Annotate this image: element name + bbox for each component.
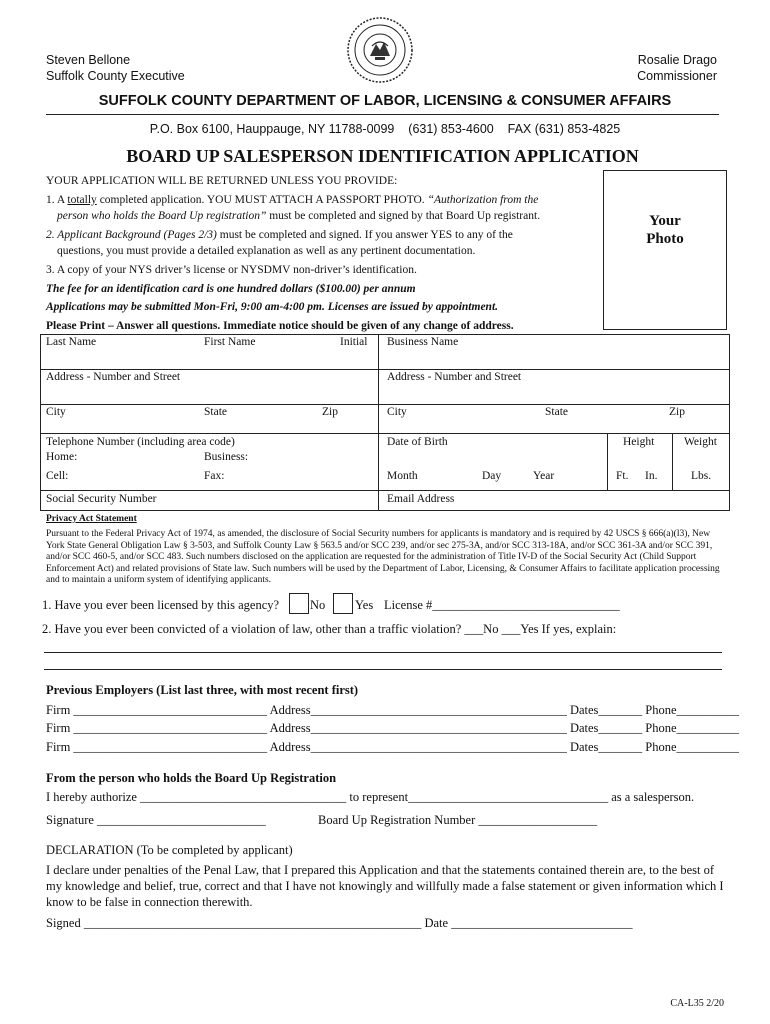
employer-row[interactable]: Firm _______________________________ Address_________________________________________ Dates_______ Phone__________: [46, 740, 740, 754]
instruction-3: 3. A copy of your NYS driver’s license or NYSDMV non-driver’s identification.: [46, 264, 417, 276]
department-address: P.O. Box 6100, Hauppauge, NY 11788-0099 (631) 853-4600 FAX (631) 853-4825: [149, 122, 621, 136]
applicant-signature-field[interactable]: Signed ______________________________________________________ Date _____________________________: [46, 916, 633, 930]
form-code: CA-L35 2/20: [670, 998, 724, 1009]
instruction-1-cont: person who holds the Board Up registration” must be completed and signed by that Board Up registrant.: [57, 210, 541, 222]
declaration-heading: DECLARATION (To be completed by applicant): [46, 843, 293, 857]
height-field[interactable]: Height Ft. In.: [607, 433, 673, 491]
authorization-heading: From the person who holds the Board Up Registration: [46, 771, 337, 785]
instruction-1: 1. A totally completed application. YOU MUST ATTACH A PASSPORT PHOTO. “Authorization from the: [46, 194, 539, 206]
schedule-note: Applications may be submitted Mon-Fri, 9:00 am-4:00 pm. Licenses are issued by appointment.: [46, 301, 499, 313]
business-name-field[interactable]: Business Name: [378, 334, 730, 370]
employers-heading: Previous Employers (List last three, with most recent first): [46, 683, 359, 697]
licensed-no-checkbox[interactable]: [289, 593, 309, 614]
registrant-signature-field[interactable]: Signature ___________________________: [46, 813, 266, 827]
photo-label-2: Photo: [646, 231, 684, 247]
explain-line-1[interactable]: [44, 652, 722, 653]
explain-line-2[interactable]: [44, 669, 722, 670]
licensed-yes-checkbox[interactable]: [333, 593, 353, 614]
licensed-yes-label: Yes: [355, 598, 374, 612]
photo-label: Your: [649, 213, 681, 229]
print-note: Please Print – Answer all questions. Immediate notice should be given of any change of address.: [46, 320, 514, 332]
county-seal-icon: [346, 16, 414, 84]
employer-row[interactable]: Firm _______________________________ Address_________________________________________ Dates_______ Phone__________: [46, 721, 740, 735]
header-divider: [46, 114, 719, 115]
home-city-state-zip-field[interactable]: City State Zip: [40, 404, 379, 434]
authorization-line[interactable]: I hereby authorize _________________________________ to represent________________________________ as a salesperson.: [46, 790, 695, 804]
form-title: BOARD UP SALESPERSON IDENTIFICATION APPLICATION: [126, 146, 639, 166]
licensed-no-label: No: [310, 598, 326, 612]
instructions-heading: YOUR APPLICATION WILL BE RETURNED UNLESS YOU PROVIDE:: [46, 175, 398, 187]
privacy-body: Pursuant to the Federal Privacy Act of 1974, as amended, the disclosure of Social Security numbers for applicants is mandatory and is required by 42 USCS § 666(a)(l3), New York State General Obligation Law § 3-503, and Suffolk County Law § 563.5 and/or SCC 239, and/or sec 275-3A, and/or SCC 313-18A, and/or SCC 361-3A and/or SCC 391, and/or SCC 460-5, and/or SCC 483. Such numbers disclosed on the application are requested for the administration of Title IV-D of the Social Security Act (Child Support Enforcement Act) and related provisions of State law. Such numbers will be used by the Department of Labor, Licensing, & Consumer Affairs to facilitate application processing and to maintain a uniform system of identifying applicants.: [46, 529, 720, 585]
question-convicted: 2. Have you ever been convicted of a violation of law, other than a traffic violation? ___No ___Yes If yes, explain:: [42, 622, 617, 636]
instruction-2: 2. Applicant Background (Pages 2/3) must be completed and signed. If you answer YES to any of the: [46, 229, 513, 241]
photo-box[interactable]: [603, 170, 727, 330]
email-field[interactable]: Email Address: [378, 490, 730, 511]
commissioner-name: Rosalie Drago: [637, 53, 717, 67]
department-name: SUFFOLK COUNTY DEPARTMENT OF LABOR, LICENSING & CONSUMER AFFAIRS: [98, 93, 672, 109]
weight-field[interactable]: Weight Lbs.: [672, 433, 730, 491]
date-of-birth-field[interactable]: Date of Birth Month Day Year: [378, 433, 608, 491]
executive-title: Suffolk County Executive: [46, 69, 185, 83]
commissioner-title: Commissioner: [637, 69, 717, 83]
telephone-field[interactable]: Telephone Number (including area code) Home: Business: Cell: Fax:: [40, 433, 379, 491]
registration-number-field[interactable]: Board Up Registration Number ___________________: [318, 813, 598, 827]
business-city-state-zip-field[interactable]: City State Zip: [378, 404, 730, 434]
home-address-field[interactable]: Address - Number and Street: [40, 369, 379, 405]
license-number-field[interactable]: License #______________________________: [384, 598, 620, 612]
last-name-field[interactable]: Last Name First Name Initial: [40, 334, 379, 370]
ssn-field[interactable]: Social Security Number: [40, 490, 379, 511]
instruction-2-cont: questions, you must provide a detailed explanation as well as any pertinent documentation.: [57, 245, 476, 257]
executive-name: Steven Bellone: [46, 53, 131, 67]
fee-note: The fee for an identification card is one hundred dollars ($100.00) per annum: [46, 283, 416, 295]
privacy-heading: Privacy Act Statement: [46, 514, 137, 524]
business-address-field[interactable]: Address - Number and Street: [378, 369, 730, 405]
declaration-body: I declare under penalties of the Penal Law, that I prepared this Application and that the statements contained therein are, to the best of my knowledge and belief, true, correct and that I have not knowingly and willfully made a false statement or given information which I know to be false in connection therewith.: [46, 863, 724, 909]
employer-row[interactable]: Firm _______________________________ Address_________________________________________ Dates_______ Phone__________: [46, 703, 740, 717]
question-licensed: 1. Have you ever been licensed by this agency?: [42, 598, 280, 612]
